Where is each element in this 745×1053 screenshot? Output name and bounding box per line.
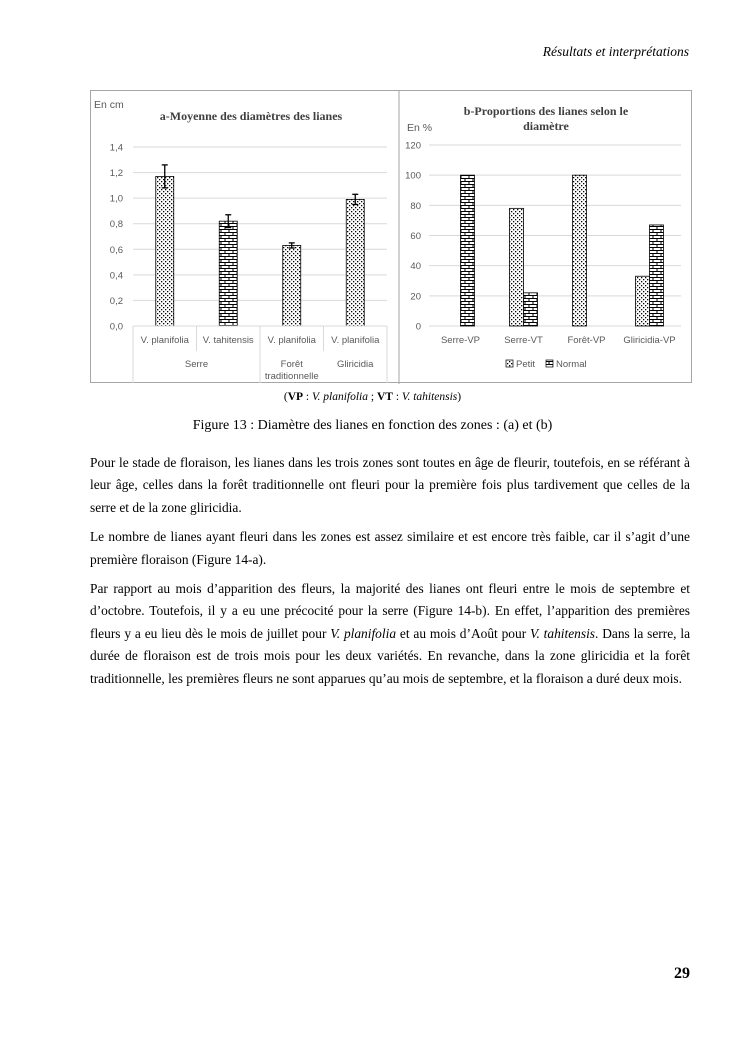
chart-a-bar [219, 221, 237, 326]
abbr-vt-sep: : [392, 391, 402, 403]
chart-a-category-label: V. planifolia [140, 335, 189, 346]
chart-a-category-label: V. planifolia [267, 335, 316, 346]
chart-b-legend-label: Petit [516, 359, 536, 370]
chart-a-group-label: Gliricidia [337, 359, 374, 370]
chart-b-ytick-label: 80 [410, 200, 421, 212]
figure-svg [91, 91, 693, 384]
chart-b-ytick-label: 20 [410, 291, 421, 303]
chart-b-bar-normal [524, 293, 538, 326]
chart-b-legend-swatch [546, 360, 553, 367]
figure-caption: Figure 13 : Diamètre des lianes en fonction des zones : (a) et (b) [192, 418, 553, 433]
figure-abbreviations [0, 391, 745, 403]
abbr-vp-name: V. planifolia [311, 391, 369, 403]
page-number: 29 [674, 965, 690, 982]
chart-a-ytick-label: 1,2 [109, 168, 123, 180]
chart-a-group-label: Serre [184, 359, 209, 370]
chart-b-bar-normal [650, 225, 664, 326]
chart-a [94, 99, 387, 383]
abbr-open: ( [283, 391, 288, 403]
chart-a-bar [156, 176, 174, 326]
paragraph-3-vp: V. planifolia [330, 625, 397, 641]
chart-b-category-label: Gliricidia-VP [623, 335, 676, 346]
chart-b [405, 104, 681, 370]
chart-b-category-label: Serre-VP [440, 335, 481, 346]
chart-a-category-label: V. planifolia [331, 335, 380, 346]
chart-b-ytick-label: 40 [410, 261, 421, 273]
chart-b-title-line2: diamètre [523, 119, 569, 133]
chart-b-bar-petit [573, 175, 587, 326]
abbr-vp-sep: : [303, 391, 312, 403]
chart-b-ytick-label: 120 [405, 140, 421, 152]
chart-a-bar [283, 245, 301, 326]
paragraph-3-vt: V. tahitensis [530, 625, 596, 641]
chart-a-ytick-label: 0,0 [109, 321, 123, 333]
abbr-separator: ; [368, 391, 377, 403]
chart-b-ytick-label: 100 [405, 170, 421, 182]
chart-a-ytick-label: 1,4 [109, 142, 123, 154]
chart-b-category-label: Forêt-VP [567, 335, 606, 346]
chart-a-group-label: Forêt traditionnelle [264, 359, 319, 382]
chart-b-ytick-label: 0 [415, 321, 421, 333]
chart-a-ylabel: En cm [94, 99, 124, 111]
running-header: Résultats et interprétations [542, 44, 689, 59]
paragraph-3-part-a: Par rapport au mois d’apparition des fleurs, la majorité des lianes ont fleuri entre le mois de septembre et d’octobre. Toutefois, il y a eu une précocité pour la serre (Figure 14-b). En effet, l’apparition des premières fleurs y a eu lieu dès le mois de juillet pour [90, 581, 690, 641]
body-text [90, 452, 690, 697]
paragraph-3-part-c: . Dans la serre, la durée de floraison est de trois mois pour les deux variétés. En revanche, dans la zone gliricidia et la forêt traditionnelle, les premières fleurs ne sont apparues qu’au mois de septembre, et la floraison a duré deux mois. [90, 625, 691, 686]
chart-b-legend-swatch [506, 360, 513, 367]
chart-a-ytick-label: 1,0 [109, 193, 123, 205]
paragraph-3-part-b: et au mois d’Août pour [396, 625, 531, 641]
abbr-close: ) [457, 391, 462, 403]
paragraph-2: Le nombre de lianes ayant fleuri dans les zones est assez similaire et est encore très faible, car il s’agit d’une première floraison (Figure 14-a). [90, 529, 690, 567]
chart-b-ytick-label: 60 [410, 231, 421, 242]
chart-a-ytick-label: 0,2 [109, 295, 123, 307]
chart-a-ytick-label: 0,4 [109, 270, 123, 282]
chart-a-category-label: V. tahitensis [202, 335, 254, 346]
abbr-vt-name: V. tahitensis [401, 391, 458, 403]
paragraph-1: Pour le stade de floraison, les lianes dans les trois zones sont toutes en âge de fleurir, toutefois, en se référant à leur âge, celles dans la forêt traditionnelle ont fleuri pour la première fois plus tardivement que celles de la serre et de la zone gliricidia. [90, 455, 690, 515]
paragraph-3 [90, 578, 690, 690]
chart-b-title-line1: b-Proportions des lianes selon le [463, 104, 629, 118]
chart-a-ytick-label: 0,6 [109, 244, 123, 256]
figure-13 [90, 90, 692, 383]
chart-b-ylabel: En % [407, 122, 433, 134]
chart-a-ytick-label: 0,8 [109, 219, 123, 231]
chart-b-bar-petit [510, 208, 524, 326]
chart-b-bar-normal [461, 175, 475, 326]
chart-b-category-label: Serre-VT [504, 335, 543, 346]
abbr-vp: VP [287, 391, 304, 403]
chart-b-legend-label: Normal [556, 359, 587, 370]
chart-a-title: a-Moyenne des diamètres des lianes [159, 109, 343, 123]
abbr-vt: VT [376, 391, 393, 403]
chart-a-bar [346, 199, 364, 326]
chart-b-bar-petit [636, 276, 650, 326]
